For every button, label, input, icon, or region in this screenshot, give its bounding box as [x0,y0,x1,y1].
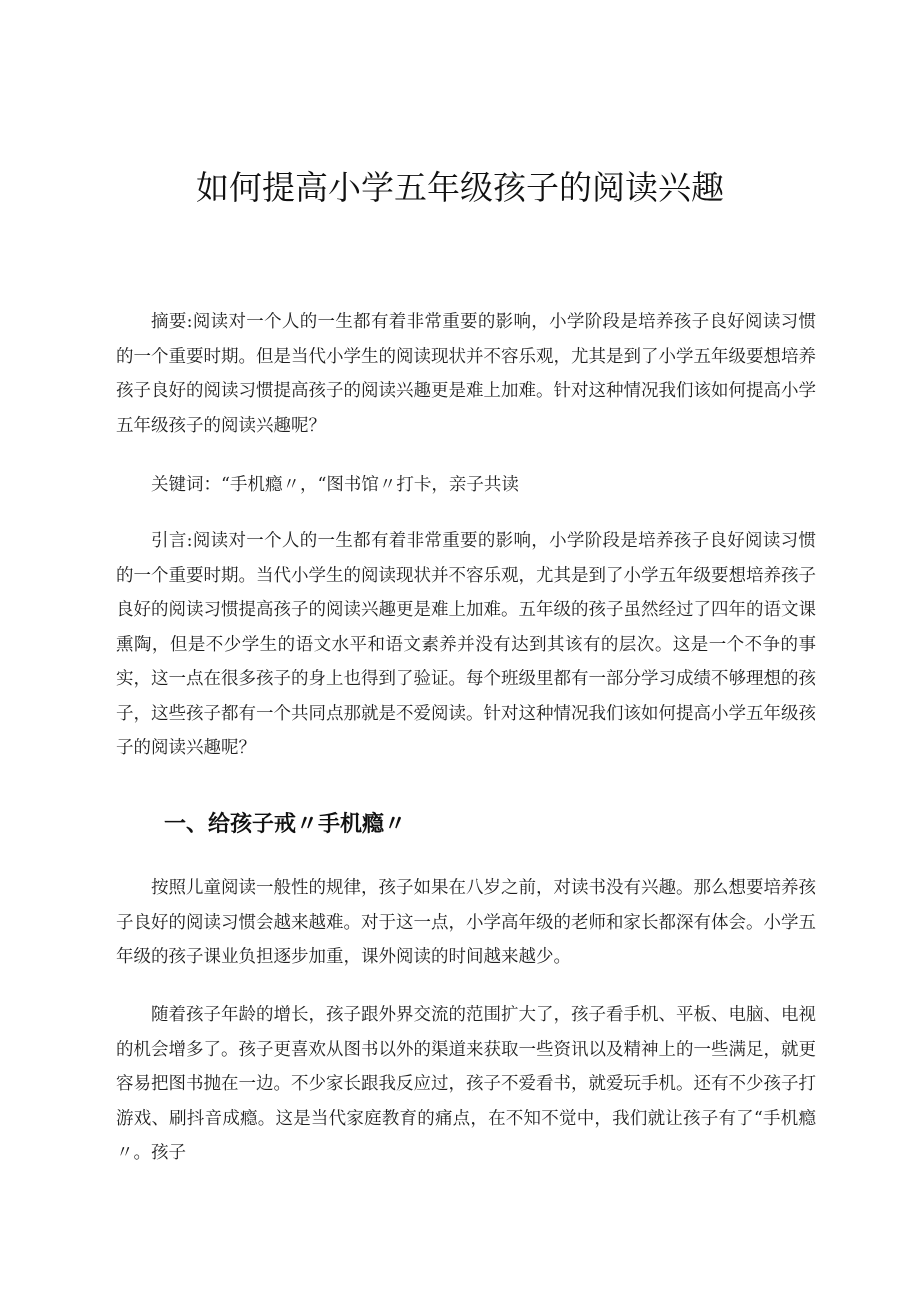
document-title: 如何提高小学五年级孩子的阅读兴趣 [196,168,724,207]
section-1-heading: 一、给孩子戒〃手机瘾〃 [164,811,407,837]
introduction-paragraph: 引言:阅读对一个人的一生都有着非常重要的影响，小学阶段是培养孩子良好阅读习惯的一个重要时期。当代小学生的阅读现状并不容乐观，尤其是到了小学五年级要想培养孩子良好的阅读习惯提高孩子的阅读兴趣更是难上加难。五年级的孩子虽然经过了四年的语文课熏陶，但是不少学生的语文水平和语文素养并没有达到其该有的层次。这是一个不争的事实，这一点在很多孩子的身上也得到了验证。每个班级里都有一部分学习成绩不够理想的孩子，这些孩子都有一个共同点那就是不爱阅读。针对这种情况我们该如何提高小学五年级孩子的阅读兴趣呢？ [116,531,816,758]
section-1-paragraph-2: 随着孩子年龄的增长，孩子跟外界交流的范围扩大了，孩子看手机、平板、电脑、电视的机会增多了。孩子更喜欢从图书以外的渠道来获取一些资讯以及精神上的一些满足，就更容易把图书抛在一边。不少家长跟我反应过，孩子不爱看书，就爱玩手机。还有不少孩子打游戏、刷抖音成瘾。这是当代家庭教育的痛点，在不知不觉中，我们就让孩子有了“手机瘾〃。孩子 [116,1005,816,1163]
abstract-paragraph: 摘要:阅读对一个人的一生都有着非常重要的影响，小学阶段是培养孩子良好阅读习惯的一个重要时期。但是当代小学生的阅读现状并不容乐观，尤其是到了小学五年级要想培养孩子良好的阅读习惯提高孩子的阅读兴趣更是难上加难。针对这种情况我们该如何提高小学五年级孩子的阅读兴趣呢？ [116,312,816,436]
keywords-paragraph: 关键词：“手机瘾〃，“图书馆〃打卡，亲子共读 [151,475,519,495]
section-1-paragraph-1: 按照儿童阅读一般性的规律，孩子如果在八岁之前，对读书没有兴趣。那么想要培养孩子良好的阅读习惯会越来越难。对于这一点，小学高年级的老师和家长都深有体会。小学五年级的孩子课业负担逐步加重，课外阅读的时间越来越少。 [116,878,816,967]
